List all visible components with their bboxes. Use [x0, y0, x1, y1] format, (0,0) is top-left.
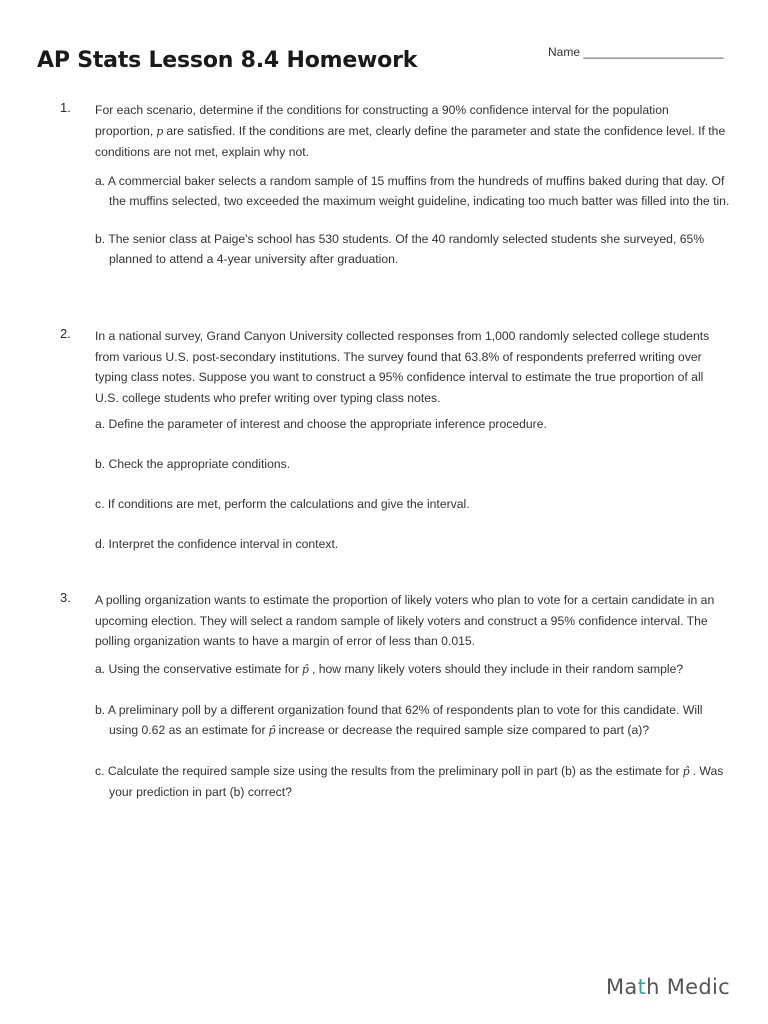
math-variable: p: [156, 124, 164, 138]
part-text: . Was your prediction in part (b) correct?: [109, 763, 724, 799]
name-field: Name _____________________: [548, 45, 724, 59]
stem-text: are satisfied. If the conditions are met, clearly define the parameter and state the confidence level. If the conditions are not met, explain why not.: [95, 123, 726, 159]
problem-number: 1.: [60, 100, 71, 115]
part-a: a. A commercial baker selects a random sample of 15 muffins from the hundreds of muffins baked during that day. Of the muffins selected, two exceeded the maximum weight guideline, indicating too much batter was filled into the tin.: [95, 173, 730, 208]
part-c: [95, 761, 730, 802]
part-text: , how many likely voters should they include in their random sample?: [311, 661, 684, 676]
problem-3: [60, 590, 730, 802]
part-b: b. Check the appropriate conditions.: [95, 457, 291, 471]
problem-2: [60, 326, 730, 554]
part-c: c. If conditions are met, perform the calculations and give the interval.: [95, 497, 470, 511]
part-d: d. Interpret the confidence interval in context.: [95, 537, 339, 551]
part-a: a. Define the parameter of interest and choose the appropriate inference procedure.: [95, 417, 547, 431]
logo-accent-letter: t: [637, 975, 647, 999]
math-variable-p-hat: p̂: [301, 662, 309, 676]
stem-text: For each scenario, determine if the conditions for constructing a 90% confidence interval for the population proportion,: [95, 103, 669, 138]
problem-stem: In a national survey, Grand Canyon University collected responses from 1,000 randomly selected college students from various U.S. post-secondary institutions. The survey found that 63.8% of respondents preferred writing over typing class notes. Suppose you want to construct a 95% confidence interval to estimate the true proportion of all U.S. college students who prefer writing over typing class notes.: [95, 329, 710, 405]
part-a: [95, 659, 730, 680]
part-text: b. A preliminary poll by a different organization found that 62% of respondents plan to vote for this candidate. Will using 0.62 as an estimate for: [95, 702, 703, 737]
problem-stem: A polling organization wants to estimate the proportion of likely voters who plan to vote for a certain candidate in an upcoming election. They will select a random sample of likely voters and construct a 95% confidence interval. The polling organization wants to have a margin of error of less than 0.015.: [95, 593, 715, 648]
part-text: increase or decrease the required sample size compared to part (a)?: [278, 722, 650, 737]
math-variable-p-hat: p̂: [268, 723, 276, 737]
logo-text: Ma: [606, 975, 638, 999]
math-variable-p-hat: p̂: [682, 764, 690, 778]
problem-number: 2.: [60, 326, 71, 341]
problem-number: 3.: [60, 590, 71, 605]
math-medic-logo: [606, 975, 730, 999]
part-text: a. Using the conservative estimate for: [95, 661, 299, 676]
page-title: AP Stats Lesson 8.4 Homework: [37, 48, 418, 73]
part-b: b. The senior class at Paige's school has 530 students. Of the 40 randomly selected students she surveyed, 65% planned to attend a 4-year university after graduation.: [95, 231, 705, 266]
problem-stem: [95, 100, 730, 163]
part-text: c. Calculate the required sample size using the results from the preliminary poll in part (b) as the estimate for: [95, 763, 680, 778]
logo-text: h Medic: [646, 975, 730, 999]
part-b: [95, 700, 730, 741]
problem-1: [60, 100, 730, 269]
